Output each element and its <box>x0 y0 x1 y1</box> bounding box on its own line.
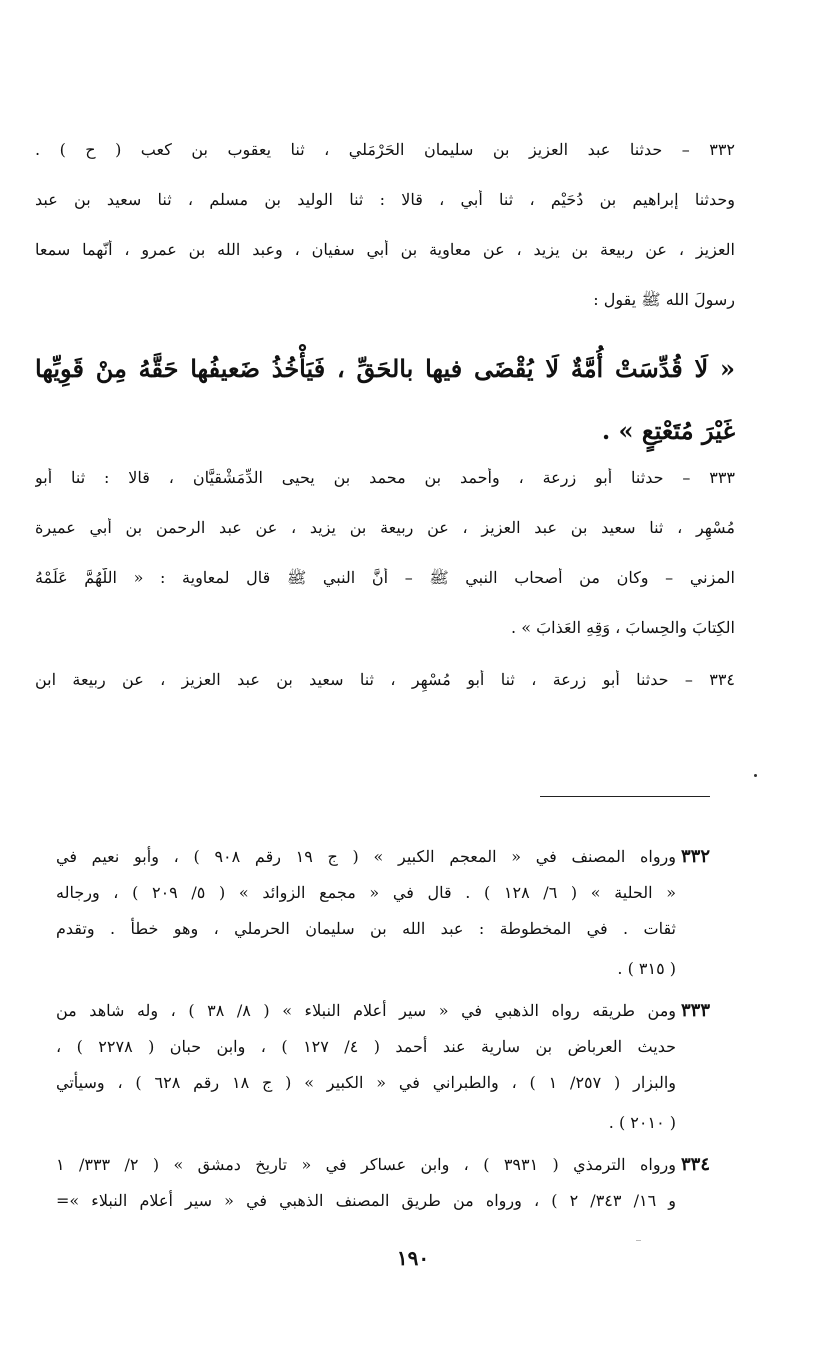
footnote-332-line-4: ( ٣١٥ ) . <box>617 959 676 978</box>
footnote-332-line-2: « الحلية » ( ٦/ ١٢٨ ) . قال في « مجمع الزوائد » ( ٥/ ٢٠٩ ) ، ورجاله <box>56 883 676 902</box>
faint-mark <box>636 1240 641 1241</box>
hadith-332-line-3: العزيز ، عن ربيعة بن يزيد ، عن معاوية بن أبي سفيان ، وعبد الله بن عمرو ، أنّهما سمعا <box>35 240 735 259</box>
footnote-332-line-1: ورواه المصنف في « المعجم الكبير » ( ج ١٩ رقم ٩٠٨ ) ، وأبو نعيم في <box>56 847 676 866</box>
footnote-334-line-1: ورواه الترمذي ( ٣٩٣١ ) ، وابن عساكر في « تاريخ دمشق » ( ٢/ ٣٣٣/ ١ <box>56 1155 676 1174</box>
footnote-separator <box>540 796 710 797</box>
footnote-333-line-4: ( ٢٠١٠ ) . <box>608 1113 676 1132</box>
footnote-333-number: ٣٣٣ <box>680 1000 710 1021</box>
footnote-334-line-2: و ١٦/ ٣٤٣/ ٢ ) ، ورواه من طريق المصنف الذهبي في « سير أعلام النبلاء »= <box>56 1191 676 1210</box>
hadith-333-line-3: المزني – وكان من أصحاب النبي ﷺ – أنَّ النبي ﷺ قال لمعاوية : « اللَّهُمَّ عَلِّمْهُ <box>35 568 735 587</box>
hadith-333-line-1: ٣٣٣ – حدثنا أبو زرعة ، وأحمد بن محمد بن يحيى الدِّمَشْقيَّان ، قالا : ثنا أبو <box>35 468 735 487</box>
footnote-332-number: ٣٣٢ <box>680 846 710 867</box>
page-number: ١٩٠ <box>396 1246 430 1270</box>
footnote-333-line-2: حديث العرباض بن سارية عند أحمد ( ٤/ ١٢٧ ) ، وابن حبان ( ٢٢٧٨ ) ، <box>56 1037 676 1056</box>
stray-dot <box>754 774 757 777</box>
footnote-334-number: ٣٣٤ <box>680 1154 710 1175</box>
hadith-332-quote-line-2: غَيْرَ مُتَعْتِعٍ » . <box>601 416 735 445</box>
footnote-332-line-3: ثقات . في المخطوطة : عبد الله بن سليمان الحرملي ، وهو خطأ . وتقدم <box>56 919 676 938</box>
hadith-332-line-1: ٣٣٢ – حدثنا عبد العزيز بن سليمان الحَرْمَلي ، ثنا يعقوب بن كعب ( ح ) . <box>35 140 735 159</box>
hadith-332-line-4: رسولَ الله ﷺ يقول : <box>593 290 735 309</box>
footnote-333-line-1: ومن طريقه رواه الذهبي في « سير أعلام النبلاء » ( ٨/ ٣٨ ) ، وله شاهد من <box>56 1001 676 1020</box>
footnote-333-line-3: والبزار ( ٢٥٧/ ١ ) ، والطبراني في « الكبير » ( ج ١٨ رقم ٦٢٨ ) ، وسيأتي <box>56 1073 676 1092</box>
hadith-333-line-4: الكِتابَ والحِسابَ ، وَقِهِ العَذابَ » . <box>511 618 735 637</box>
hadith-334-line-1: ٣٣٤ – حدثنا أبو زرعة ، ثنا أبو مُسْهِر ، ثنا سعيد بن عبد العزيز ، عن ربيعة ابن <box>35 670 735 689</box>
hadith-332-quote-line-1: « لَا قُدِّسَتْ أُمَّةٌ لَا يُقْضَى فيها بالحَقِّ ، فَيَأْخُذُ ضَعيفُها حَقَّهُ مِنْ قَوِيِّها <box>35 354 735 383</box>
hadith-333-line-2: مُسْهِر ، ثنا سعيد بن عبد العزيز ، عن ربيعة بن يزيد ، عن عبد الرحمن بن أبي عميرة <box>35 518 735 537</box>
hadith-332-line-2: وحدثنا إبراهيم بن دُحَيْم ، ثنا أبي ، قالا : ثنا الوليد بن مسلم ، ثنا سعيد بن عبد <box>35 190 735 209</box>
